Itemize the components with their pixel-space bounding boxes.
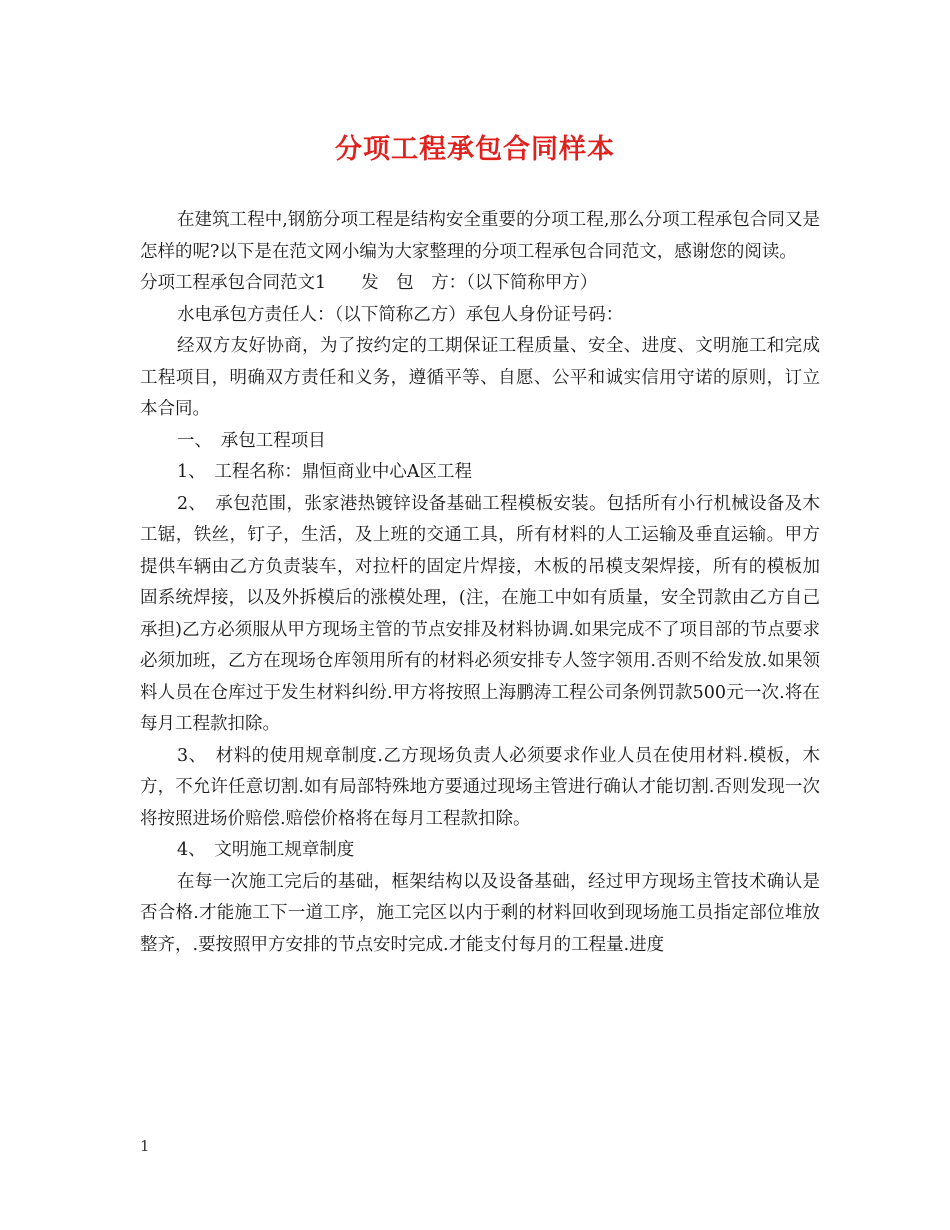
- clause-3: 3、 材料的使用规章制度.乙方现场负责人必须要求作业人员在使用材料.模板，木方，不允许任意切割.如有局部特殊地方要通过现场主管进行确认才能切割.否则发现一次将按照进场价赔偿.赔偿价格将在每月工程款扣除。: [140, 745, 820, 829]
- page-number: 1: [140, 1137, 150, 1155]
- clause-4-body: 在每一次施工完后的基础，框架结构以及设备基础，经过甲方现场主管技术确认是否合格.才能施工下一道工序，施工完区以内于剩的材料回收到现场施工员指定部位堆放整齐，.要按照甲方安排的节点安时完成.才能支付每月的工程量.进度: [140, 871, 820, 955]
- clause-1: 1、 工程名称：鼎恒商业中心A区工程: [177, 462, 473, 482]
- section-heading-1: 一、 承包工程项目: [177, 430, 326, 451]
- paragraph-contract-header: 分项工程承包合同范文1 发 包 方：（以下简称甲方）: [140, 273, 598, 293]
- document-title: 分项工程承包合同样本: [335, 134, 615, 165]
- document-body: [140, 205, 820, 961]
- paragraph-contractor: 水电承包方责任人：（以下简称乙方）承包人身份证号码：: [177, 304, 624, 325]
- clause-4: 4、 文明施工规章制度: [177, 840, 355, 860]
- paragraph-intro: 在建筑工程中,钢筋分项工程是结构安全重要的分项工程,那么分项工程承包合同又是怎样的呢?以下是在范文网小编为大家整理的分项工程承包合同范文，感谢您的阅读。: [140, 210, 820, 262]
- clause-2: 2、 承包范围，张家港热镀锌设备基础工程模板安装。包括所有小行机械设备及木工锯，铁丝，钉子，生活，及上班的交通工具，所有材料的人工运输及垂直运输。甲方提供车辆由乙方负责装车，对拉杆的固定片焊接，木板的吊模支架焊接，所有的模板加固系统焊接，以及外拆模后的涨模处理，(注，在施工中如有质量，安全罚款由乙方自己承担)乙方必须服从甲方现场主管的节点安排及材料协调.如果完成不了项目部的节点要求必须加班，乙方在现场仓库领用所有的材料必须安排专人签字领用.否则不给发放.如果领料人员在仓库过于发生材料纠纷.甲方将按照上海鹏涛工程公司条例罚款500元一次.将在每月工程款扣除。: [140, 493, 820, 734]
- paragraph-agreement: 经双方友好协商，为了按约定的工期保证工程质量、安全、进度、文明施工和完成工程项目，明确双方责任和义务，遵循平等、自愿、公平和诚实信用守诺的原则，订立本合同。: [140, 336, 820, 419]
